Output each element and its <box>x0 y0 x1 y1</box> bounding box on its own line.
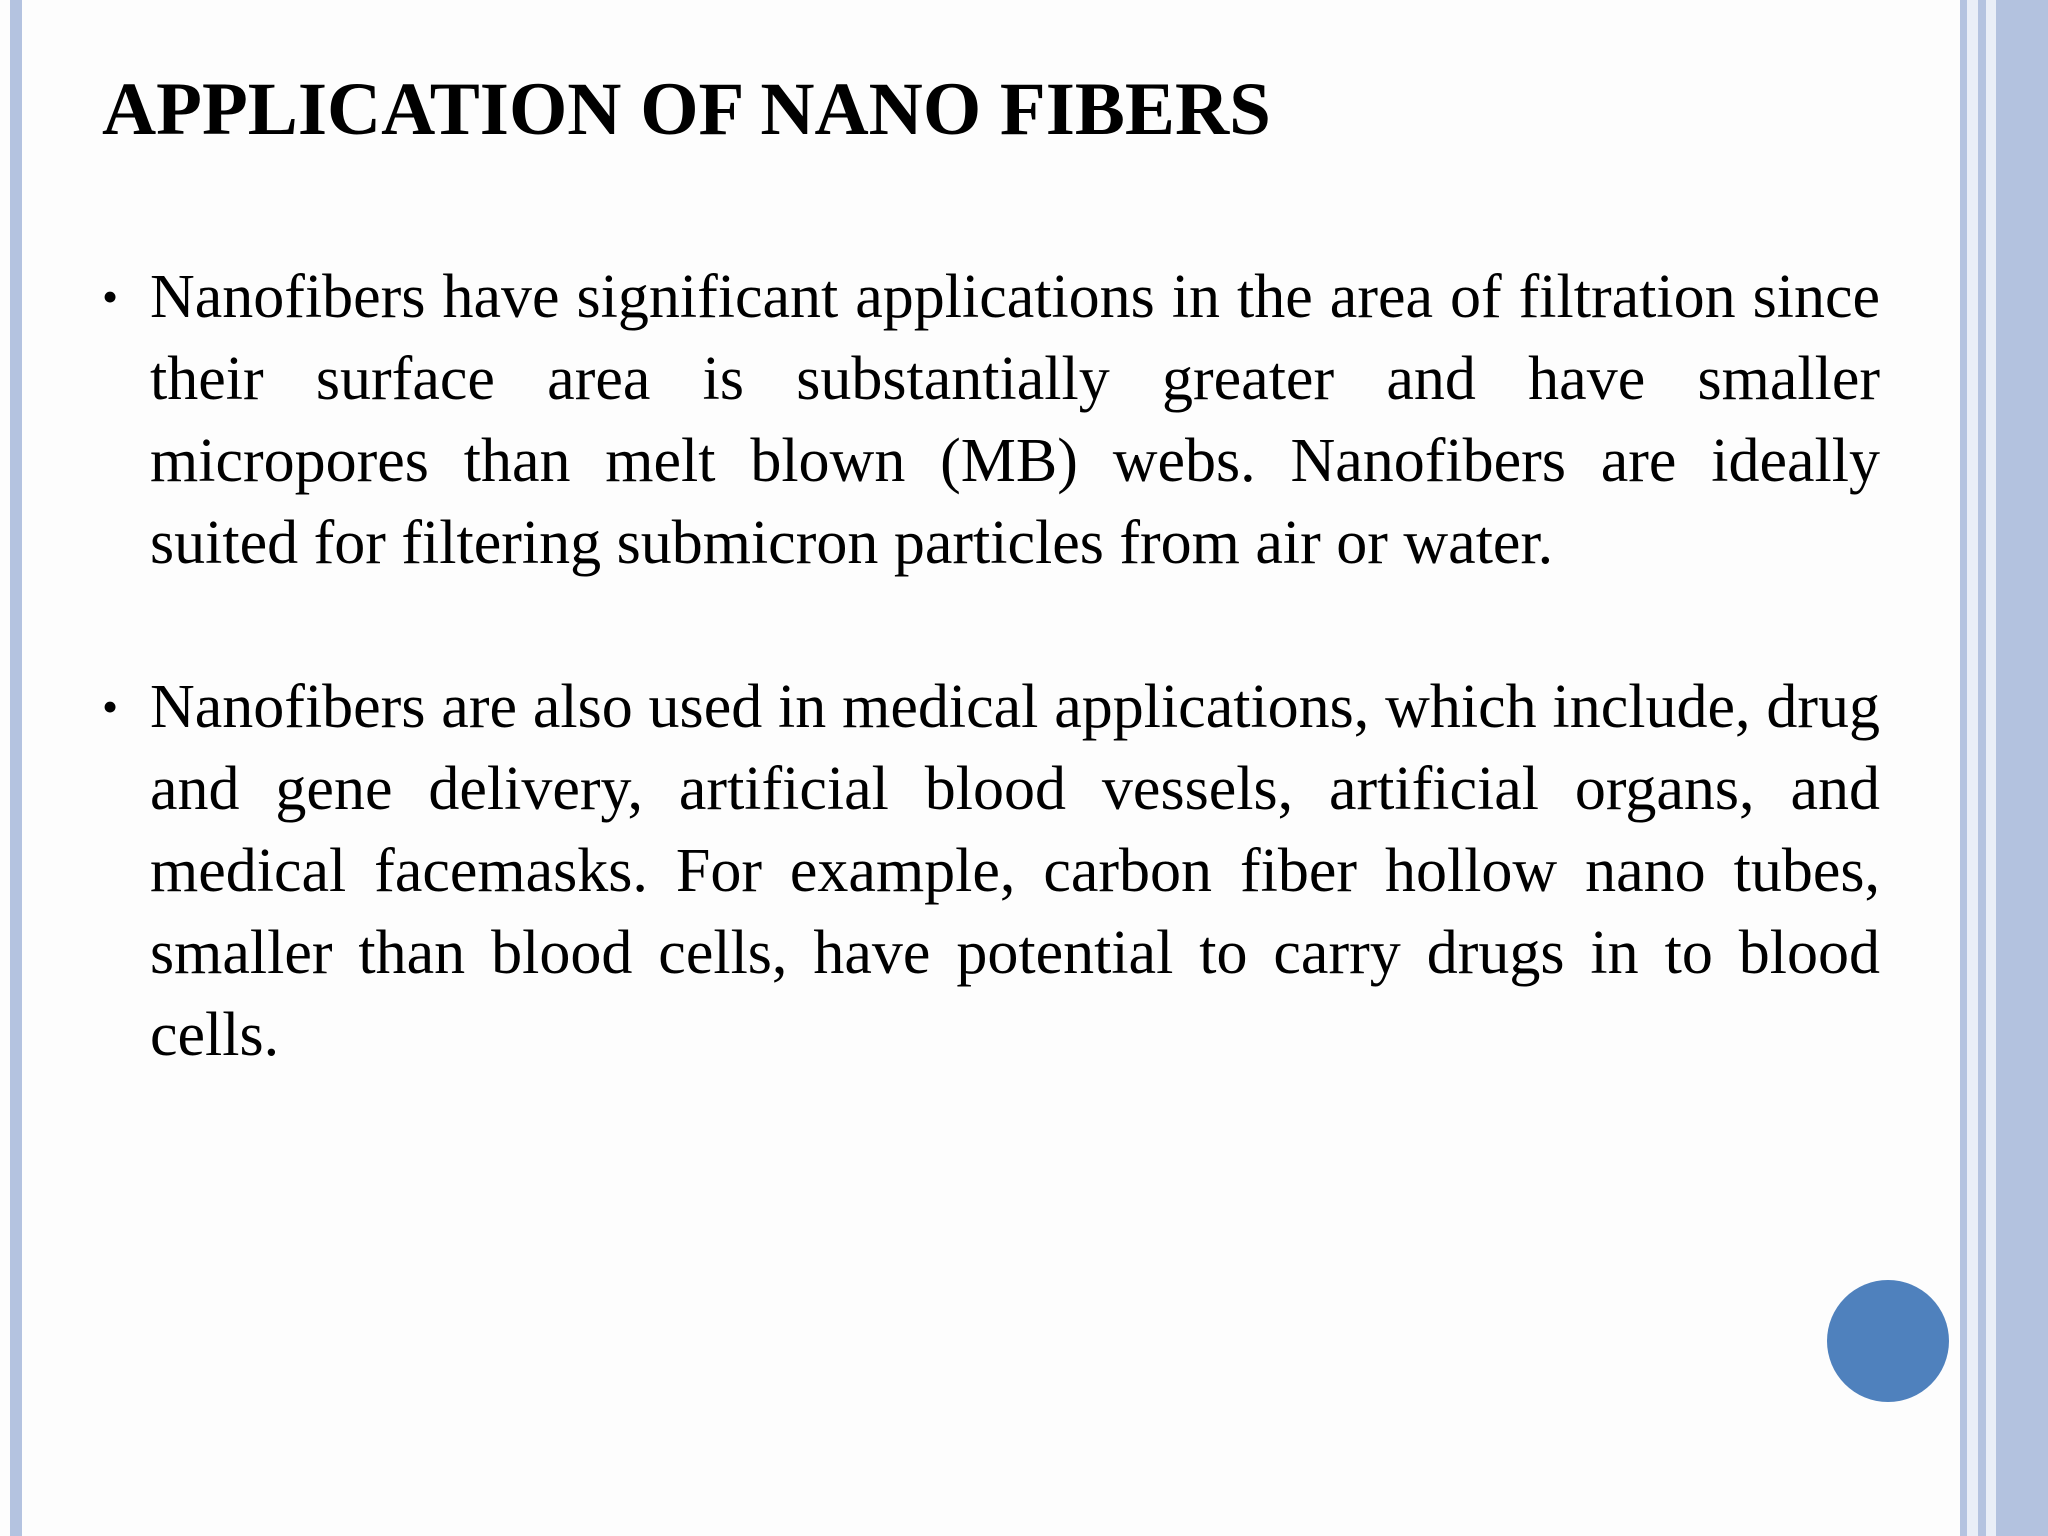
bullet-item <box>102 256 1880 584</box>
right-border-stripe <box>1996 0 2048 1536</box>
bullet-icon: • <box>102 271 119 322</box>
bullet-text: Nanofibers have significant applications in the area of filtration since their surface area is substantially greater and have smaller micropores than melt blown (MB) webs. Nanofibers are ideally suited for filtering submicron particles from air or water. <box>150 263 1880 577</box>
bullet-text: Nanofibers are also used in medical applications, which include, drug and gene delivery, artificial blood vessels, artificial organs, and medical facemasks. For example, carbon fiber hollow nano tubes, smaller than blood cells, have potential to carry drugs in to blood cells. <box>150 673 1880 1069</box>
bullet-item <box>102 666 1880 1076</box>
decorative-circle <box>1827 1280 1949 1402</box>
right-border-gap <box>1986 0 1996 1536</box>
right-border-gap <box>1967 0 1978 1536</box>
bullet-icon: • <box>102 681 119 732</box>
right-border-stripe <box>1960 0 1967 1536</box>
slide-title: APPLICATION OF NANO FIBERS <box>102 68 1271 151</box>
right-border-stripe <box>1978 0 1986 1536</box>
left-border-bar <box>10 0 22 1536</box>
bullet-list <box>102 256 1880 1158</box>
